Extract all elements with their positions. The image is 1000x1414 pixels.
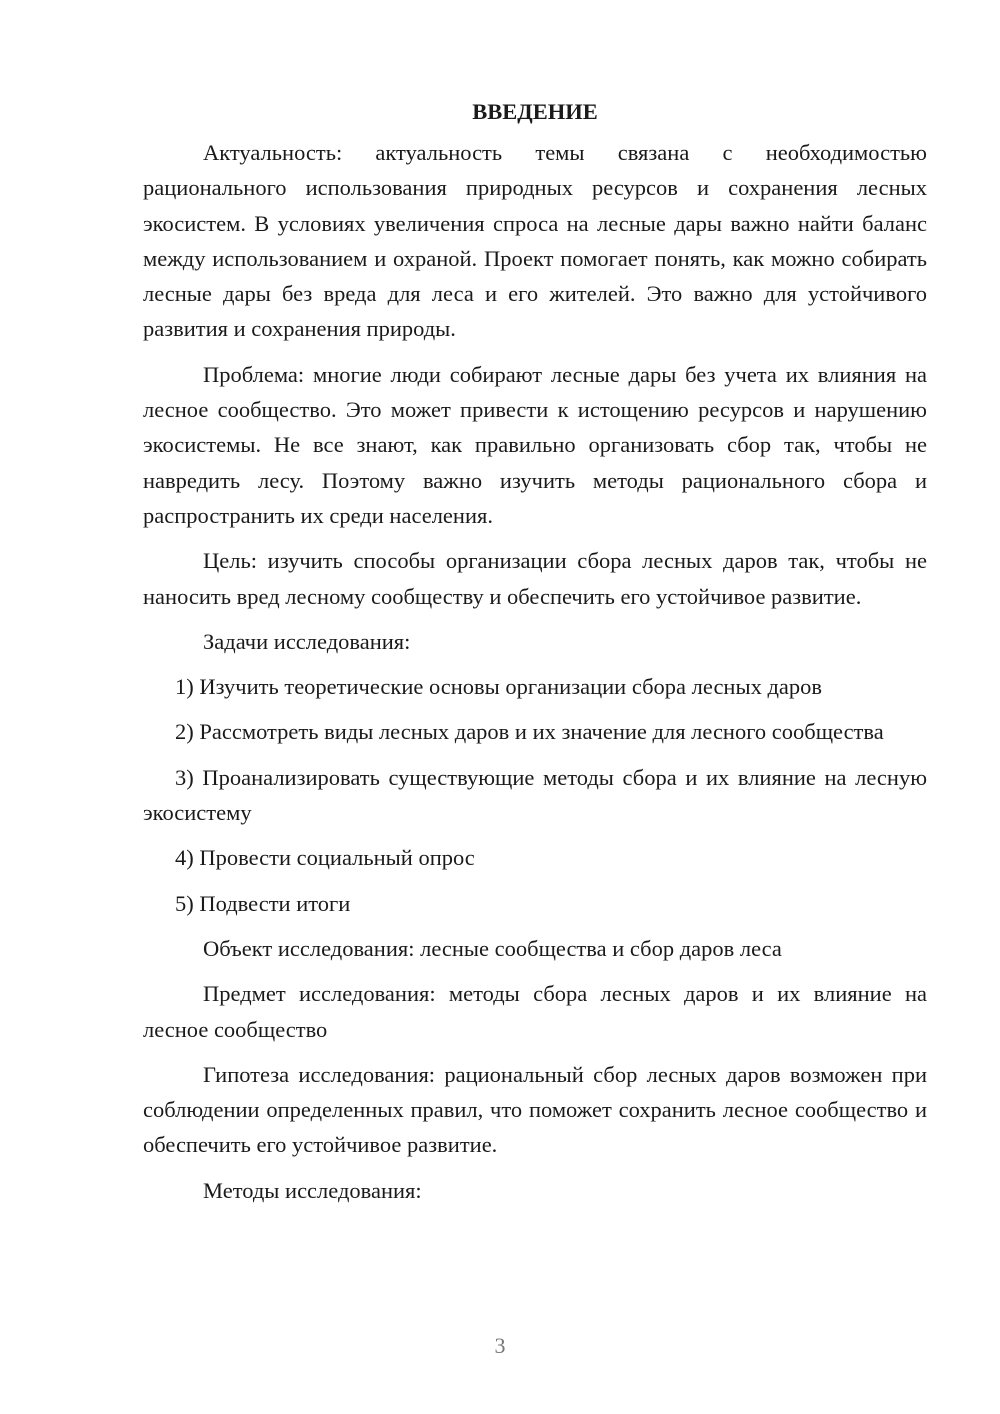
page-number: 3 — [494, 1333, 506, 1358]
task-item: 5) Подвести итоги — [175, 890, 351, 916]
relevance-paragraph: Актуальность: актуальность темы связана с необходимостью рационального использования природных ресурсов и сохранения лесных экосистем. В условиях увеличения спроса на лесные дары важно найти баланс между использованием и охраной. Проект помогает понять, как можно собирать лесные дары без вреда для леса и его жителей. Это важно для устойчивого развития и сохранения природы. — [143, 140, 927, 342]
object-paragraph: Объект исследования: лесные сообщества и сбор даров леса — [203, 935, 782, 961]
subject-paragraph: Предмет исследования: методы сбора лесных даров и их влияние на лесное сообщество — [143, 981, 927, 1042]
hypothesis-paragraph: Гипотеза исследования: рациональный сбор лесных даров возможен при соблюдении определенных правил, что поможет сохранить лесное сообщество и обеспечить его устойчивое развитие. — [143, 1061, 927, 1158]
section-heading: ВВЕДЕНИЕ — [472, 99, 598, 124]
task-item: 2) Рассмотреть виды лесных даров и их значение для лесного сообщества — [175, 719, 884, 745]
problem-paragraph: Проблема: многие люди собирают лесные дары без учета их влияния на лесное сообщество. Это может привести к истощению ресурсов и нарушению экосистемы. Не все знают, как правильно организовать сбор так, чтобы не навредить лесу. Поэтому важно изучить методы рационального сбора и распространить их среди населения. — [143, 361, 927, 528]
task-item: 3) Проанализировать существующие методы сбора и их влияние на лесную экосистему — [143, 764, 927, 826]
page-body — [143, 94, 927, 1218]
task-item: 1) Изучить теоретические основы организации сбора лесных даров — [175, 674, 823, 700]
goal-paragraph: Цель: изучить способы организации сбора лесных даров так, чтобы не наносить вред лесному сообществу и обеспечить его устойчивое развитие. — [143, 548, 927, 609]
tasks-title: Задачи исследования: — [203, 628, 411, 654]
task-item: 4) Провести социальный опрос — [175, 845, 475, 871]
methods-title: Методы исследования: — [203, 1177, 422, 1203]
